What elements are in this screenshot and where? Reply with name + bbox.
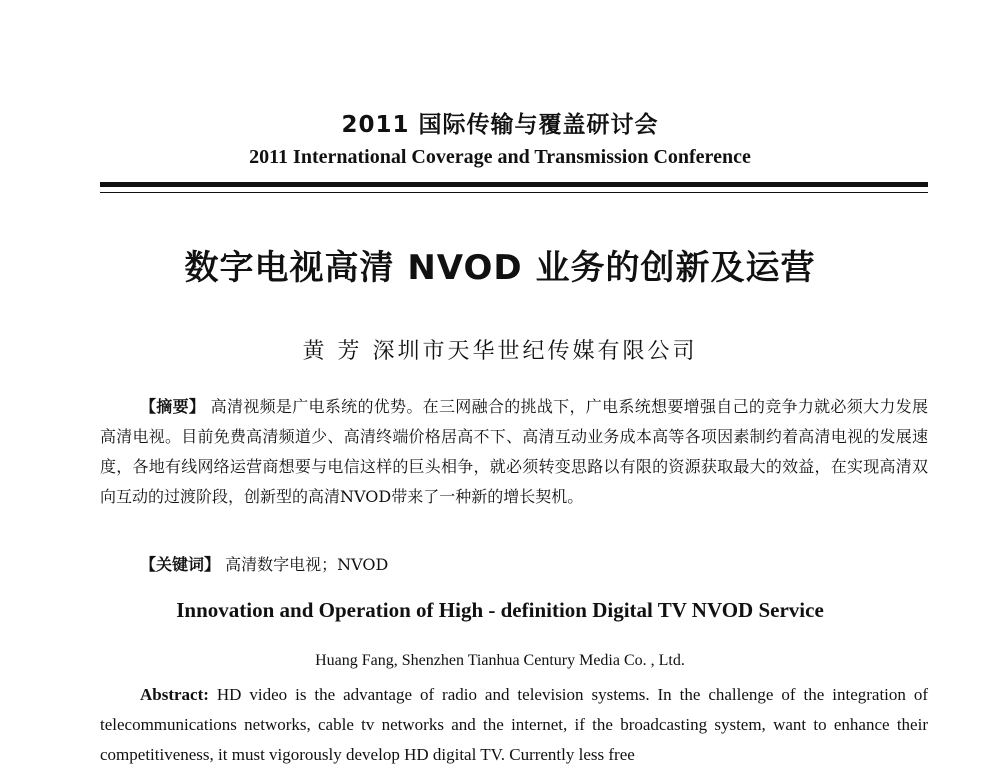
header-rule-thick bbox=[100, 182, 928, 187]
header-rule-thin bbox=[100, 192, 928, 193]
abstract-cn-label: 【摘要】 bbox=[140, 397, 206, 416]
author-affiliation-en: Huang Fang, Shenzhen Tianhua Century Media Co. , Ltd. bbox=[315, 652, 685, 669]
abstract-en-text: HD video is the advantage of radio and television systems. In the challenge of the integration of telecommunications networks, cable tv networks and the internet, if the broadcasting system, want to enhance their competitiveness, it must vigorously develop HD digital TV. Currently less free bbox=[100, 685, 928, 764]
paper-title-cn: 数字电视高清 NVOD 业务的创新及运营 bbox=[184, 248, 816, 288]
conference-title-cn: 2011 国际传输与覆盖研讨会 bbox=[341, 112, 659, 138]
keywords-cn-text: 高清数字电视；NVOD bbox=[220, 555, 389, 574]
abstract-cn bbox=[100, 392, 928, 512]
keywords-cn-label: 【关键词】 bbox=[140, 555, 221, 574]
abstract-en-label: Abstract: bbox=[140, 685, 209, 704]
abstract-cn-text: 高清视频是广电系统的优势。在三网融合的挑战下，广电系统想要增强自己的竞争力就必须大力发展高清电视。目前免费高清频道少、高清终端价格居高不下、高清互动业务成本高等各项因素制约着高清电视的发展速度，各地有线网络运营商想要与电信这样的巨头相争，就必须转变思路以有限的资源获取最大的效益，在实现高清双向互动的过渡阶段，创新型的高清NVOD带来了一种新的增长契机。 bbox=[100, 397, 928, 506]
author-affiliation-cn: 黄 芳 深圳市天华世纪传媒有限公司 bbox=[302, 339, 698, 364]
keywords-cn bbox=[140, 552, 388, 575]
paper-title-en: Innovation and Operation of High - definition Digital TV NVOD Service bbox=[176, 598, 824, 622]
abstract-en bbox=[100, 680, 928, 770]
conference-title-en: 2011 International Coverage and Transmission Conference bbox=[249, 146, 751, 168]
